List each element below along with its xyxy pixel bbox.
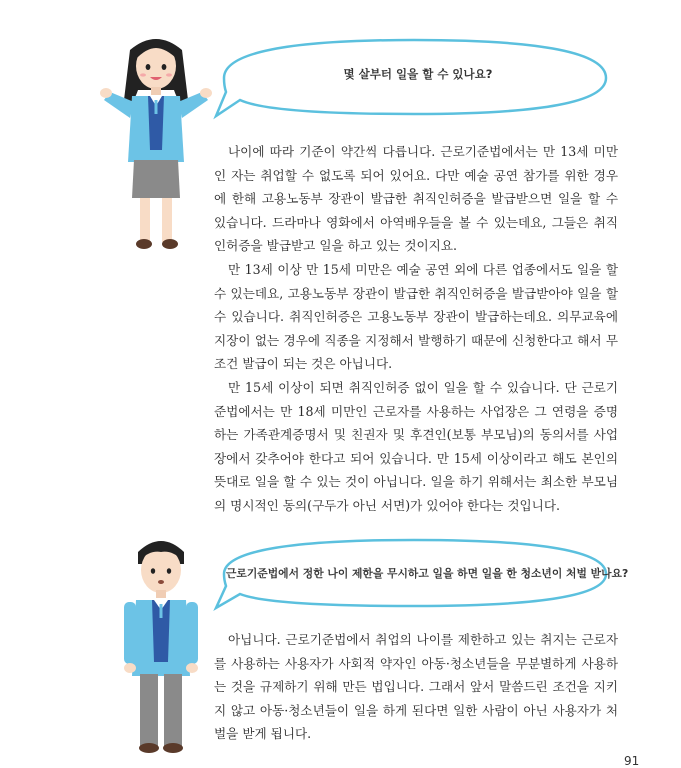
answer-text-1 xyxy=(214,140,618,518)
answer-text-2 xyxy=(214,628,618,746)
girl-character-illustration xyxy=(100,30,212,255)
question-text-1: 몇 살부터 일을 할 수 있나요? xyxy=(343,67,493,81)
paragraph: 아닙니다. 근로기준법에서 취업의 나이를 제한하고 있는 취지는 근로자를 사용하는 사용자가 사회적 약자인 아동·청소년들을 무분별하게 사용하는 것을 규제하기 위해 만든 법입니다. 그래서 앞서 말씀드린 조건을 지키지 않고 아동·청소년들이 일을 하게 된다면 일한 사람이 아닌 사용자가 처벌을 받게 됩니다. xyxy=(214,632,618,742)
paragraph: 나이에 따라 기준이 약간씩 다릅니다. 근로기준법에서는 만 13세 미만인 자는 취업할 수 없도록 되어 있어요. 다만 예술 공연 참가를 위한 경우에 한해 고용노동부 장관이 발급한 취직인허증을 발급받으면 일을 할 수 있습니다. 드라마나 영화에서 아역배우들을 볼 수 있는데요, 그들은 취직인허증을 발급받고 일을 하고 있는 것이지요. xyxy=(214,144,618,254)
paragraph: 만 13세 이상 만 15세 미만은 예술 공연 외에 다른 업종에서도 일을 할 수 있는데요, 고용노동부 장관이 발급한 취직인허증을 발급받아야 일을 할 수 있습니다. 취직인허증은 고용노동부 장관이 발급하는데요. 의무교육에 지장이 없는 경우에 직종을 지정해서 발행하기 때문에 신청한다고 해서 무조건 발급이 되는 것은 아닙니다. xyxy=(214,261,618,372)
boy-character-illustration xyxy=(118,530,204,758)
paragraph: 만 15세 이상이 되면 취직인허증 없이 일을 할 수 있습니다. 단 근로기준법에서는 만 18세 미만인 근로자를 사용하는 사업장은 그 연령을 증명하는 가족관계증명서 및 친권자 및 후견인(보통 부모님)의 동의서를 사업장에서 갖추어야 한다고 되어 있습니다. 만 15세 이상이라고 해도 본인의 뜻대로 일을 할 수 있는 것이 아닙니다. 일을 하기 위해서는 최소한 부모님의 명시적인 동의(구두가 아닌 서면)가 있어야 한다는 것입니다. xyxy=(214,379,618,513)
question-text-2: 근로기준법에서 정한 나이 제한을 무시하고 일을 하면 일을 한 청소년이 처벌 받나요? xyxy=(226,567,629,580)
page-number: 91 xyxy=(624,754,640,768)
